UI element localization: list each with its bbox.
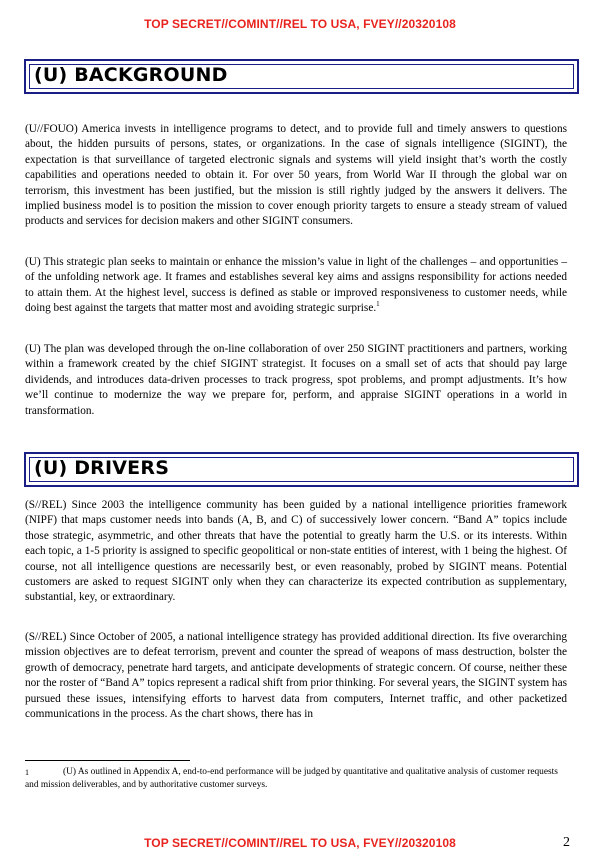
footnote-mark: 1: [25, 768, 29, 777]
background-heading: (U) BACKGROUND: [34, 64, 228, 86]
drivers-heading: (U) DRIVERS: [34, 457, 170, 479]
top-classification-banner: TOP SECRET//COMINT//REL TO USA, FVEY//20320108: [144, 17, 456, 31]
background-paragraph-2: [25, 255, 567, 317]
background-heading-box: [24, 59, 579, 94]
background-paragraph-3: (U) The plan was developed through the on-line collaboration of over 250 SIGINT practitioners and partners, working within a framework created by the chief SIGINT strategist. It focuses on a small set of acts that should pay large dividends, and introduces data-driven processes to track progress, spot problems, and prompt adjustments. It’s how we’ll continue to modernize the way we prepare for, perform, and appraise SIGINT operations in a world in transformation.: [25, 343, 567, 417]
footnote-separator: [25, 760, 190, 761]
background-paragraph-2-text: (U) This strategic plan seeks to maintain or enhance the mission’s value in light of the challenges – and opportunities – of the unfolding network age. It frames and establishes several key aims and assigns responsibility for actions needed to attain them. At the highest level, success is defined as stable or improved responsiveness to customer needs, while doing best against the targets that matter most and avoiding strategic surprise.: [25, 256, 567, 315]
drivers-heading-box: [24, 452, 579, 487]
page-number: 2: [563, 835, 570, 850]
drivers-paragraph-2: (S//REL) Since October of 2005, a national intelligence strategy has provided additional direction. Its five overarching mission objectives are to defeat terrorism, prevent and counter the spread of weapons of mass destruction, bolster the growth of democracy, penetrate hard targets, and anticipate developments of strategic concern. Of course, neither these nor the roster of “Band A” topics represent a radical shift from prior thinking. For several years, the SIGINT system has pursued these issues, intensifying efforts to harvest data from computers, Internet traffic, and other packetized communications in the process. As the chart shows, there has in: [25, 631, 567, 721]
footnote-reference[interactable]: 1: [376, 300, 380, 309]
background-paragraph-1: (U//FOUO) America invests in intelligence programs to detect, and to provide full and timely answers to questions about, the hidden pursuits of persons, states, or organizations. In the case of signals intelligence (SIGINT), the expectation is that surveillance of targeted electronic signals and systems will yield insight that’s worth the costly capabilities and operations needed to obtain it. For over 50 years, from World War II through the global war on terrorism, this investment has been justified, but the mission is still rightly judged by the answers it delivers. The implied business model is to position the mission to cover enough priority targets to ensure a steady stream of valued products and services for decision makers and other SIGINT consumers.: [25, 123, 567, 228]
drivers-paragraph-1: (S//REL) Since 2003 the intelligence community has been guided by a national intelligence priorities framework (NIPF) that maps customer needs into bands (A, B, and C) of successively lower concern. “Band A” topics include those strategic, asymmetric, and other threats that have the potential to greatly harm the U.S. or its interests. Within each topic, a 1-5 priority is assigned to specific geopolitical or non-state entities of interest, with 1 being the highest. Of course, not all intelligence questions are necessarily best, or even reasonably, probed by SIGINT means. Potential customers are asked to request SIGINT only when they can characterize its expected contribution as supplementary, substantial, key, or extraordinary.: [25, 499, 567, 604]
footnote-text: (U) As outlined in Appendix A, end-to-end performance will be judged by quantitative and qualitative analysis of customer requests and mission deliverables, and by authoritative customer surveys.: [25, 767, 558, 790]
footnote: [25, 766, 567, 792]
bottom-classification-banner: TOP SECRET//COMINT//REL TO USA, FVEY//20320108: [144, 836, 456, 850]
